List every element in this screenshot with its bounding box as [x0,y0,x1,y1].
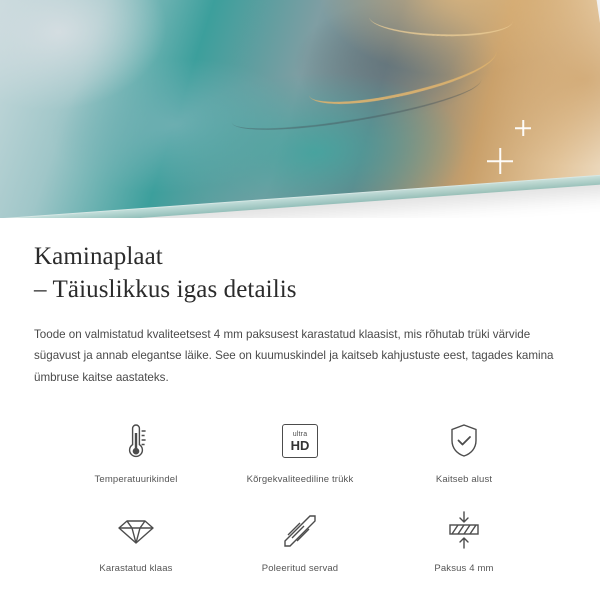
page-title-line-2: – Täiuslikkus igas detailis [34,276,297,303]
feature-grid [34,418,566,574]
polished-edges-icon [218,507,382,553]
thermometer-icon [54,418,218,464]
page-title-line-1: Kaminaplaat [34,243,163,270]
diamond-icon [54,507,218,553]
feature-item-temperature-resistant [54,418,218,485]
feature-item-protects-surface [382,418,546,485]
glass-panel-product-photo [0,0,600,218]
feature-item-tempered-glass [54,507,218,574]
feature-label: Karastatud klaas [99,563,173,575]
feature-label: Poleeritud servad [261,563,339,575]
product-description: Toode on valmistatud kvaliteetsest 4 mm paksusest karastatud klaasist, mis rõhutab trüki värvide sügavust ja annab elegantse läike. See on kuumuskindel ja kaitseb kahjustuste eest, tagades kamina ümbruse kaitse aastateks. [34,328,554,384]
ultra-hd-badge-bottom: HD [290,437,310,453]
feature-item-high-quality-print [218,418,382,485]
dark-swirl-decoration [228,62,485,140]
feature-item-polished-edges [218,507,382,574]
feature-label: Paksus 4 mm [434,563,494,575]
ultra-hd-badge-icon [218,418,382,464]
content-section [0,218,600,574]
gold-swirl-decoration [369,0,513,38]
thickness-arrows-icon [382,507,546,553]
gold-swirl-decoration [303,33,503,114]
shield-check-icon [382,418,546,464]
feature-label: Kõrgekvaliteediline trükk [246,474,354,486]
page-title [34,240,566,306]
feature-label: Kaitseb alust [435,474,493,486]
hero-image [0,0,600,218]
feature-item-thickness [382,507,546,574]
ultra-hd-badge-top: ultra [292,430,308,438]
feature-label: Temperatuurikindel [94,474,178,486]
